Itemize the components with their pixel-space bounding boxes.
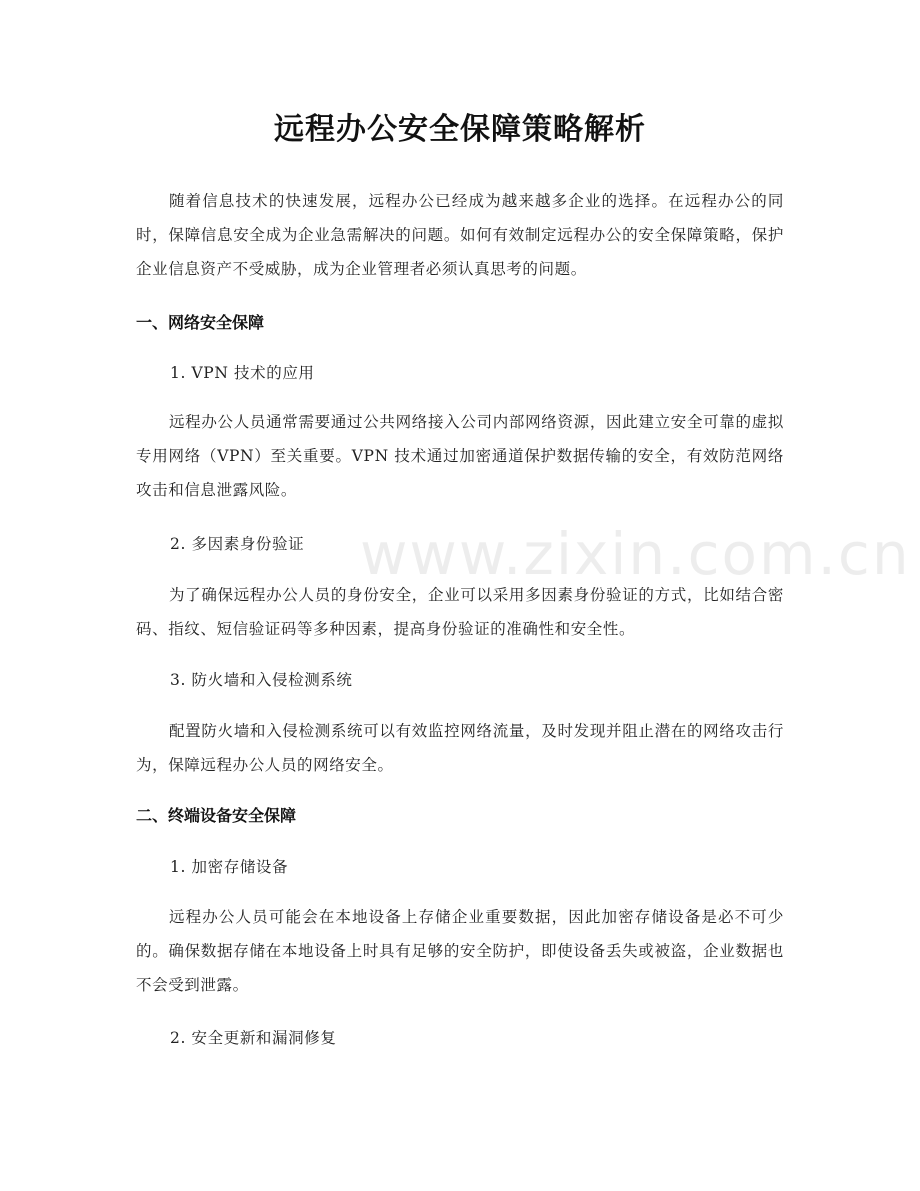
intro-paragraph: 随着信息技术的快速发展，远程办公已经成为越来越多企业的选择。在远程办公的同时，保障信息安全成为企业急需解决的问题。如何有效制定远程办公的安全保障策略，保护企业信息资产不受威胁，成为企业管理者必须认真思考的问题。 <box>136 192 784 278</box>
section-heading-endpoint-security: 二、终端设备安全保障 <box>136 806 297 825</box>
paragraph-vpn: 远程办公人员通常需要通过公共网络接入公司内部网络资源，因此建立安全可靠的虚拟专用网络（VPN）至关重要。VPN 技术通过加密通道保护数据传输的安全，有效防范网络攻击和信息泄露风险。 <box>136 413 784 499</box>
subheading-firewall: 3. 防火墙和入侵检测系统 <box>170 671 353 689</box>
paragraph-mfa: 为了确保远程办公人员的身份安全，企业可以采用多因素身份验证的方式，比如结合密码、指纹、短信验证码等多种因素，提高身份验证的准确性和安全性。 <box>136 586 784 638</box>
section-heading-network-security: 一、网络安全保障 <box>136 313 265 332</box>
subheading-encrypted-storage: 1. 加密存储设备 <box>170 858 289 876</box>
paragraph-firewall: 配置防火墙和入侵检测系统可以有效监控网络流量，及时发现并阻止潜在的网络攻击行为，保障远程办公人员的网络安全。 <box>136 722 784 774</box>
watermark: www.zixin.com.cn <box>360 520 911 588</box>
subheading-mfa: 2. 多因素身份验证 <box>170 535 305 553</box>
document-title: 远程办公安全保障策略解析 <box>274 112 646 147</box>
subheading-security-updates: 2. 安全更新和漏洞修复 <box>170 1029 337 1047</box>
paragraph-encrypted-storage: 远程办公人员可能会在本地设备上存储企业重要数据，因此加密存储设备是必不可少的。确保数据存储在本地设备上时具有足够的安全防护，即使设备丢失或被盗，企业数据也不会受到泄露。 <box>136 908 784 994</box>
subheading-vpn: 1. VPN 技术的应用 <box>170 364 315 382</box>
